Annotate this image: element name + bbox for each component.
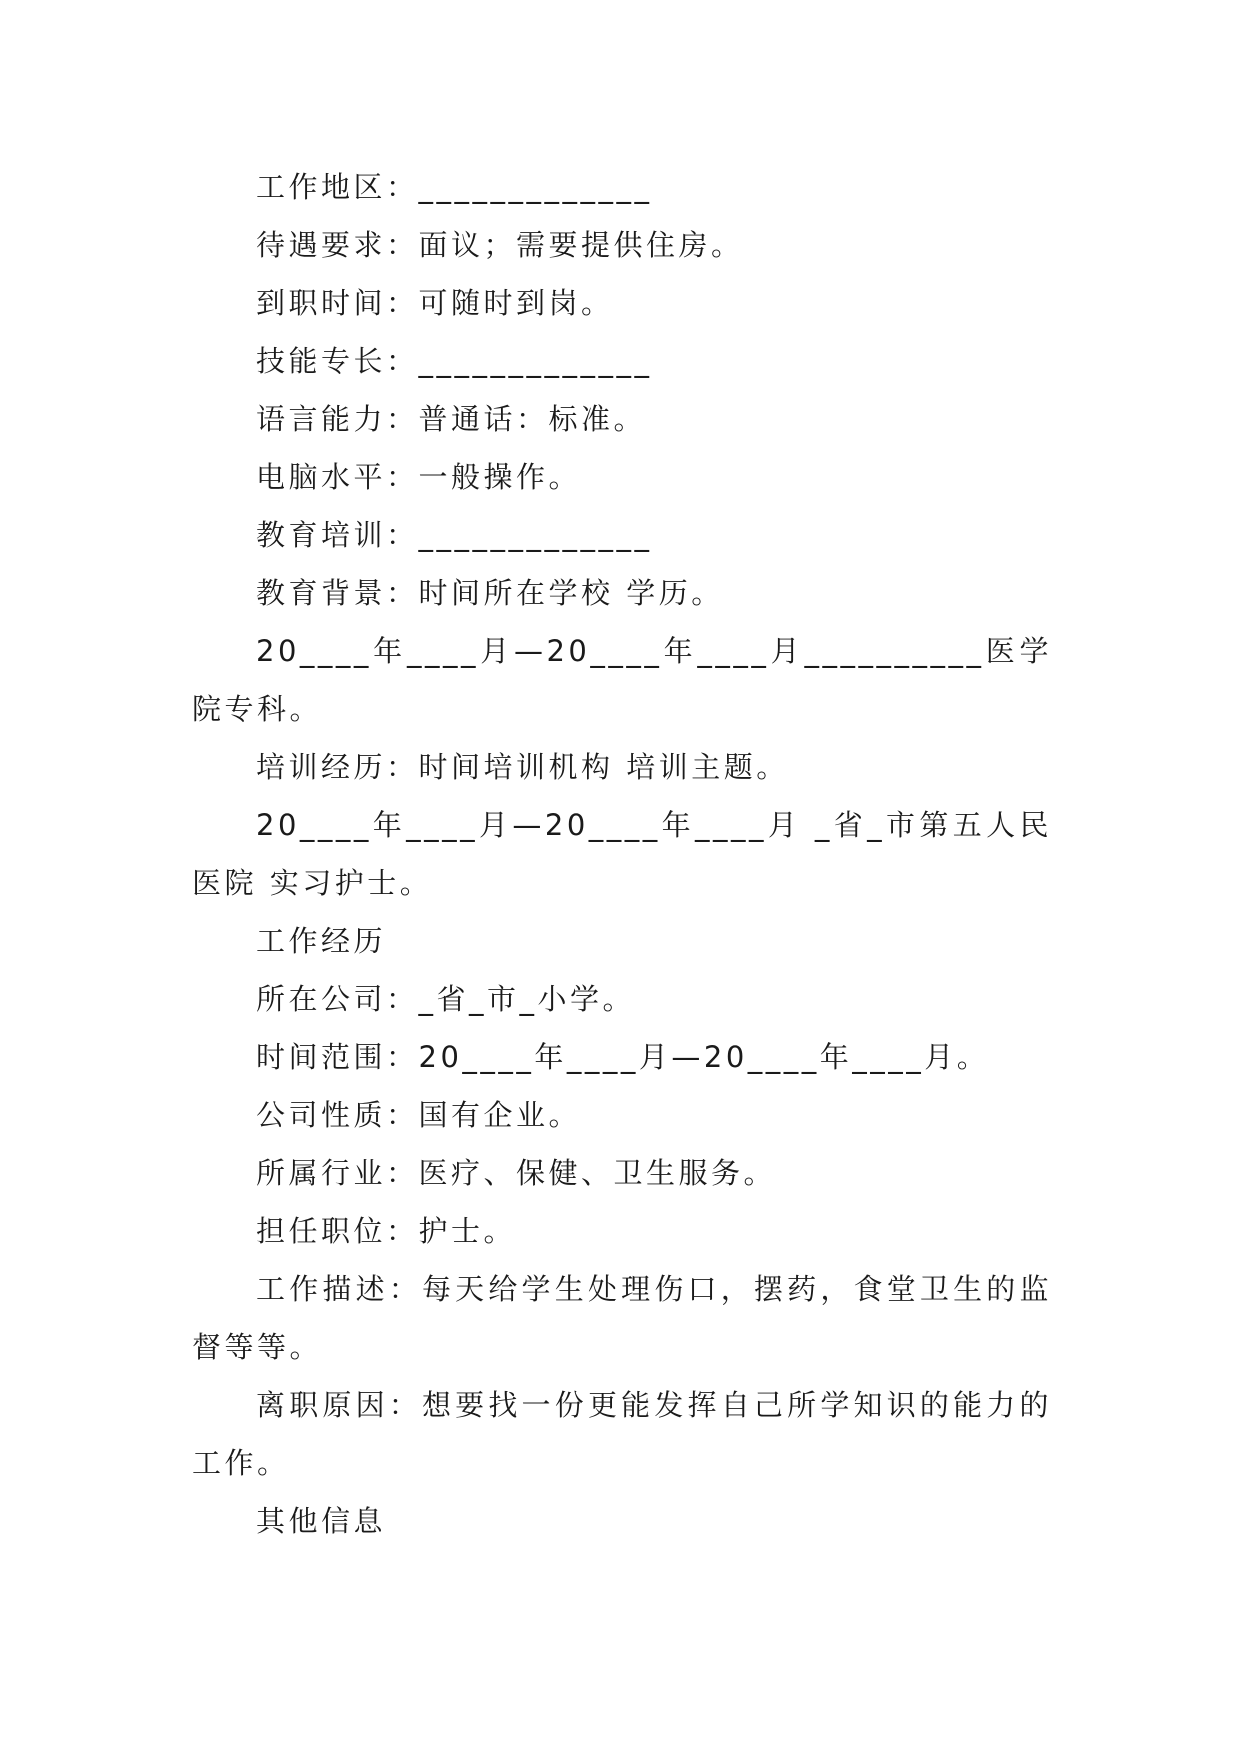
leave-reason-paragraph: 离职原因：想要找一份更能发挥自己所学知识的能力的工作。	[192, 1388, 1052, 1480]
work-description-paragraph: 工作描述：每天给学生处理伤口，摆药，食堂卫生的监督等等。	[192, 1272, 1052, 1364]
skills-line: 技能专长：_____________	[256, 344, 653, 378]
company-type-line: 公司性质：国有企业。	[256, 1098, 582, 1132]
time-range-line: 时间范围：20____年____月—20____年____月。	[256, 1040, 990, 1074]
education-entry-paragraph: 20____年____月—20____年____月__________医学院专科。	[192, 634, 1052, 726]
resume-content	[192, 158, 1052, 1550]
work-region-line: 工作地区：_____________	[256, 170, 653, 204]
work-experience-heading: 工作经历	[256, 924, 387, 958]
start-date-line: 到职时间：可随时到岗。	[256, 286, 614, 320]
industry-line: 所属行业：医疗、保健、卫生服务。	[256, 1156, 777, 1190]
training-heading-line: 培训经历：时间培训机构 培训主题。	[256, 750, 789, 784]
salary-requirement-line: 待遇要求：面议；需要提供住房。	[256, 228, 744, 262]
training-entry-paragraph: 20____年____月—20____年____月 _省_市第五人民医院 实习护士。	[192, 808, 1052, 900]
computer-skill-line: 电脑水平：一般操作。	[256, 460, 582, 494]
position-line: 担任职位：护士。	[256, 1214, 517, 1248]
other-info-heading: 其他信息	[256, 1504, 387, 1538]
language-line: 语言能力：普通话：标准。	[256, 402, 647, 436]
company-line: 所在公司：_省_市_小学。	[256, 982, 636, 1016]
education-background-line: 教育背景：时间所在学校 学历。	[256, 576, 724, 610]
education-training-line: 教育培训：_____________	[256, 518, 653, 552]
